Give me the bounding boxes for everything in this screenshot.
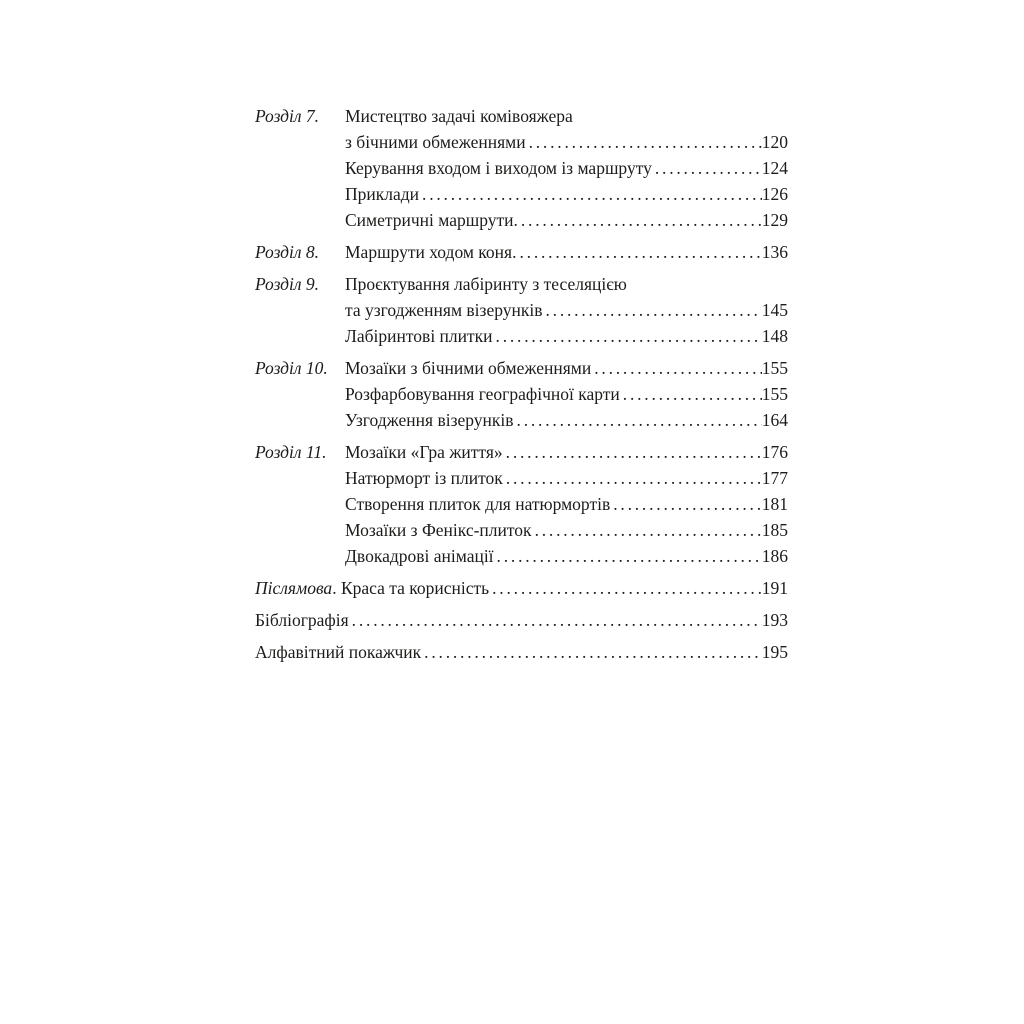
toc-entry	[255, 181, 788, 207]
page-number: 155	[761, 358, 788, 378]
dot-leader	[492, 575, 762, 601]
dot-leader	[506, 439, 762, 465]
page-number: 136	[761, 242, 788, 262]
table-of-contents	[255, 103, 788, 665]
entry-title: Мозаїки з Фенікс-плиток	[345, 520, 532, 540]
entry-title: та узгодженням візерунків	[345, 300, 543, 320]
entry-title: Двокадрові анімації	[345, 546, 494, 566]
dot-leader	[422, 181, 762, 207]
dot-leader	[519, 239, 761, 265]
page-number: 164	[761, 410, 788, 430]
page-number: 129	[761, 210, 788, 230]
dot-leader	[517, 407, 762, 433]
page-number: 191	[761, 578, 788, 598]
dot-leader	[352, 607, 762, 633]
toc-entry	[255, 439, 788, 465]
chapter-label	[255, 465, 345, 491]
entry-title: Розфарбовування географічної карти	[345, 384, 620, 404]
entry-title: з бічними обмеженнями	[345, 132, 526, 152]
entry-title: Симетричні маршрути.	[345, 210, 518, 230]
dot-leader	[535, 517, 762, 543]
entry-title: Алфавітний покажчик	[255, 642, 422, 662]
toc-entry	[255, 323, 788, 349]
chapter-label	[255, 181, 345, 207]
chapter-label	[255, 155, 345, 181]
toc-entry	[255, 543, 788, 569]
entry-title-line1: Проєктування лабіринту з теселяцією	[345, 274, 627, 294]
toc-entry	[255, 239, 788, 265]
entry-prefix: Післямова	[255, 578, 333, 598]
dot-leader	[496, 323, 762, 349]
page-number: 186	[761, 546, 788, 566]
page-number: 126	[761, 184, 788, 204]
page-number: 176	[761, 442, 788, 462]
chapter-label	[255, 407, 345, 433]
dot-leader	[613, 491, 762, 517]
dot-leader	[545, 297, 761, 323]
toc-entry	[255, 575, 788, 601]
chapter-label: Розділ 9.	[255, 274, 320, 294]
page-number: 181	[761, 494, 788, 514]
toc-entry	[255, 607, 788, 633]
page-number: 185	[761, 520, 788, 540]
toc-entry	[255, 103, 788, 155]
toc-entry	[255, 355, 788, 381]
page-number: 148	[761, 326, 788, 346]
toc-entry	[255, 207, 788, 233]
dot-leader	[594, 355, 762, 381]
page-number: 120	[761, 132, 788, 152]
page-number: 195	[761, 642, 788, 662]
toc-entry	[255, 517, 788, 543]
chapter-label	[255, 491, 345, 517]
chapter-label	[255, 543, 345, 569]
entry-title: Керування входом і виходом із маршруту	[345, 158, 652, 178]
toc-entry	[255, 407, 788, 433]
page-number: 193	[761, 610, 788, 630]
entry-title: Узгодження візерунків	[345, 410, 514, 430]
chapter-label	[255, 381, 345, 407]
chapter-label	[255, 517, 345, 543]
page-number: 177	[761, 468, 788, 488]
page-number: 145	[761, 300, 788, 320]
dot-leader	[497, 543, 762, 569]
chapter-label: Розділ 7.	[255, 106, 320, 126]
dot-leader	[424, 639, 762, 665]
entry-title: Бібліографія	[255, 610, 349, 630]
page-number: 155	[761, 384, 788, 404]
entry-title: Лабіринтові плитки	[345, 326, 493, 346]
chapter-label	[255, 207, 345, 233]
entry-title-line1: Мистецтво задачі комівояжера	[345, 106, 573, 126]
dot-leader	[506, 465, 762, 491]
toc-entry	[255, 271, 788, 323]
chapter-label: Розділ 8.	[255, 242, 320, 262]
page-number: 124	[761, 158, 788, 178]
toc-entry	[255, 639, 788, 665]
toc-entry	[255, 491, 788, 517]
entry-title: . Краса та корисність	[332, 578, 490, 598]
toc-entry	[255, 381, 788, 407]
toc-entry	[255, 465, 788, 491]
entry-title: Створення плиток для натюрмортів	[345, 494, 611, 514]
entry-title: Маршрути ходом коня.	[345, 242, 517, 262]
entry-title: Приклади	[345, 184, 420, 204]
chapter-label: Розділ 11.	[255, 442, 327, 462]
entry-title: Натюрморт із плиток	[345, 468, 503, 488]
entry-title: Мозаїки з бічними обмеженнями	[345, 358, 592, 378]
dot-leader	[655, 155, 762, 181]
dot-leader	[623, 381, 762, 407]
chapter-label	[255, 323, 345, 349]
entry-title: Мозаїки «Гра життя»	[345, 442, 503, 462]
dot-leader	[521, 207, 762, 233]
chapter-label: Розділ 10.	[255, 358, 328, 378]
toc-entry	[255, 155, 788, 181]
dot-leader	[529, 129, 762, 155]
